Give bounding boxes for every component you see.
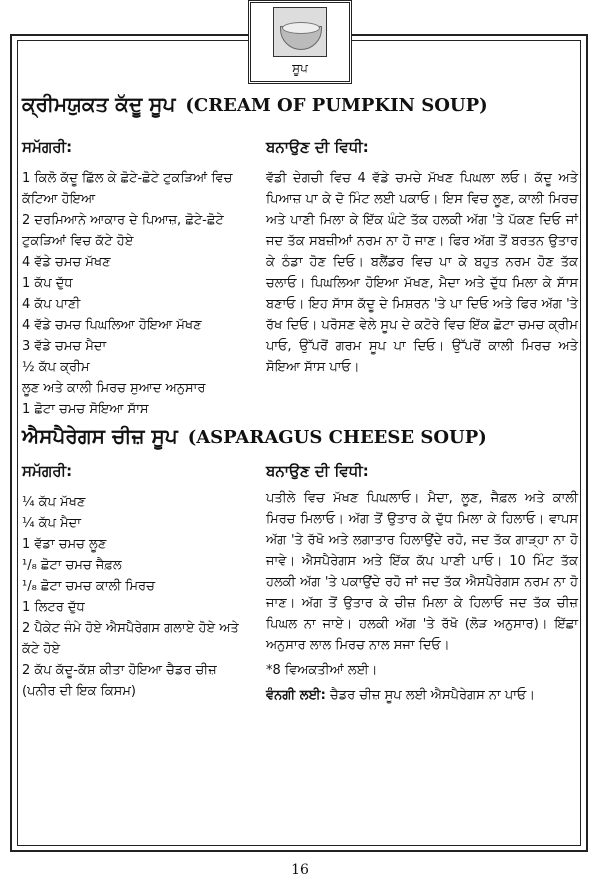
- method-text: ਪਤੀਲੇ ਵਿਚ ਮੱਖਣ ਪਿਘਲਾਓ। ਮੈਦਾ, ਲੂਣ, ਜੈਫ਼ਲ ਅਤੇ ਕਾਲੀ ਮਿਰਚ ਮਿਲਾਓ। ਅੱਗ ਤੋਂ ਉਤਾਰ ਕੇ ਦੁੱਧ ਮਿਲਾ ਕੇ ਹਿਲਾਓ। ਵਾਪਸ ਅੱਗ 'ਤੇ ਰੱਖੋ ਅਤੇ ਲਗਾਤਾਰ ਹਿਲਾਉਂਦੇ ਰਹੋ, ਜਦ ਤੱਕ ਗਾੜ੍ਹਾ ਨਾ ਹੋ ਜਾਵੇ। ਐਸਪੈਰੇਗਸ ਅਤੇ ਇੱਕ ਕੱਪ ਪਾਣੀ ਪਾਓ। 10 ਮਿੰਟ ਤੱਕ ਹਲਕੀ ਅੱਗ 'ਤੇ ਪਕਾਉਂਦੇ ਰਹੋ ਜਾਂ ਜਦ ਤੱਕ ਐਸਪੈਰੇਗਸ ਨਰਮ ਨਾ ਹੋ ਜਾਣ। ਅੱਗ ਤੋਂ ਉਤਾਰ ਕੇ ਚੀਜ਼ ਮਿਲਾ ਕੇ ਹਿਲਾਓ ਜਦ ਤੱਕ ਚੀਜ਼ ਪਿਘਲ ਨਾ ਜਾਏ। ਹਲਕੀ ਅੱਗ 'ਤੇ ਰੱਖੋ (ਲੋੜ ਅਨੁਸਾਰ)। ਇੱਛਾ ਅਨੁਸਾਰ ਲਾਲ ਮਿਰਚ ਨਾਲ ਸਜਾ ਦਿਓ।: [266, 491, 578, 653]
- recipe-title-punjabi: ਐਸਪੈਰੇਗਸ ਚੀਜ਼ ਸੂਪ: [22, 424, 178, 448]
- ingredient-item: ½ ਕੱਪ ਕ੍ਰੀਮ: [22, 360, 90, 375]
- recipe-pumpkin: [22, 92, 578, 420]
- ingredient-item: 1 ਲਿਟਰ ਦੁੱਧ: [22, 600, 85, 615]
- method-column: [266, 462, 578, 706]
- page-content: [22, 92, 578, 842]
- ingredients-heading: ਸਮੱਗਰੀ:: [22, 462, 73, 480]
- variation-label: ਵੰਨਗੀ ਲਈ:: [266, 688, 326, 703]
- ingredient-item: 2 ਕੱਪ ਕੱਦੂ-ਕੱਸ਼ ਕੀਤਾ ਹੋਇਆ ਚੈਡਰ ਚੀਜ਼ (ਪਨੀਰ ਦੀ ਇਕ ਕਿਸਮ): [22, 663, 217, 699]
- ingredient-item: 4 ਵੱਡੇ ਚਮਚ ਪਿਘਲਿਆ ਹੋਇਆ ਮੱਖਣ: [22, 318, 202, 333]
- recipe-asparagus: [22, 424, 578, 706]
- ingredient-item: ¹/₈ ਛੋਟਾ ਚਮਚ ਕਾਲੀ ਮਿਰਚ: [22, 579, 155, 594]
- ingredients-heading: ਸਮੱਗਰੀ:: [22, 138, 73, 156]
- ingredient-item: ¹/₈ ਛੋਟਾ ਚਮਚ ਜੈਫ਼ਲ: [22, 558, 122, 573]
- ingredient-item: ¼ ਕੱਪ ਮੱਖਣ: [22, 495, 86, 510]
- variation-text: ਚੈਡਰ ਚੀਜ਼ ਸੂਪ ਲਈ ਐਸਪੈਰੇਗਸ ਨਾ ਪਾਓ।: [329, 688, 536, 703]
- ingredient-item: 4 ਵੱਡੇ ਚਮਚ ਮੱਖਣ: [22, 255, 111, 270]
- recipe-columns: [22, 138, 578, 420]
- ingredients-list: [22, 168, 254, 420]
- soup-bowl-image: [273, 7, 327, 57]
- ingredients-list: [22, 492, 254, 702]
- variation-note: [266, 685, 578, 706]
- ingredient-item: 2 ਦਰਮਿਆਨੇ ਆਕਾਰ ਦੇ ਪਿਆਜ਼, ਛੋਟੇ-ਛੋਟੇ ਟੁਕੜਿਆਂ ਵਿਚ ਕੱਟੇ ਹੋਏ: [22, 213, 224, 249]
- recipe-title-english: (ASPARAGUS CHEESE SOUP): [187, 427, 487, 448]
- method-heading: ਬਨਾਉਣ ਦੀ ਵਿਧੀ:: [266, 138, 369, 156]
- ingredient-item: 2 ਪੈਕੇਟ ਜੰਮੇ ਹੋਏ ਐਸਪੈਰੇਗਸ ਗਲਾਏ ਹੋਏ ਅਤੇ ਕੱਟੇ ਹੋਏ: [22, 621, 239, 657]
- ingredients-column: [22, 462, 254, 706]
- recipe-title-english: (CREAM OF PUMPKIN SOUP): [185, 95, 488, 116]
- recipe-title: [22, 92, 578, 116]
- method-heading: ਬਨਾਉਣ ਦੀ ਵਿਧੀ:: [266, 462, 369, 480]
- page-number: 16: [291, 862, 309, 878]
- recipe-title-punjabi: ਕ੍ਰੀਮਯੁਕਤ ਕੱਦੂ ਸੂਪ: [22, 92, 176, 116]
- ingredient-item: ਲੂਣ ਅਤੇ ਕਾਲੀ ਮਿਰਚ ਸੁਆਦ ਅਨੁਸਾਰ: [22, 381, 206, 396]
- ingredient-item: 1 ਕੱਪ ਦੁੱਧ: [22, 276, 73, 291]
- ingredient-item: 1 ਛੋਟਾ ਚਮਚ ਸੋਇਆ ਸਾੱਸ: [22, 402, 149, 417]
- method-text: ਵੱਡੀ ਦੇਗਚੀ ਵਿਚ 4 ਵੱਡੇ ਚਮਚੇ ਮੱਖਣ ਪਿਘਲਾ ਲਓ। ਕੱਦੂ ਅਤੇ ਪਿਆਜ਼ ਪਾ ਕੇ ਦੋ ਮਿੰਟ ਲਈ ਪਕਾਓ। ਇਸ ਵਿਚ ਲੂਣ, ਕਾਲੀ ਮਿਰਚ ਅਤੇ ਪਾਣੀ ਮਿਲਾ ਕੇ ਇੱਕ ਘੰਟੇ ਤੱਕ ਹਲਕੀ ਅੱਗ 'ਤੇ ਪੱਕਣ ਦਿਓ ਜਾਂ ਜਦ ਤੱਕ ਸਬਜ਼ੀਆਂ ਨਰਮ ਨਾ ਹੋ ਜਾਣ। ਫਿਰ ਅੱਗ ਤੋਂ ਬਰਤਨ ਉਤਾਰ ਕੇ ਠੰਡਾ ਹੋਣ ਦਿਓ। ਬਲੈਂਡਰ ਵਿਚ ਪਾ ਕੇ ਬਹੁਤ ਨਰਮ ਹੋਣ ਤੱਕ ਚਲਾਓ। ਪਿਘਲਿਆ ਹੋਇਆ ਮੱਖਣ, ਮੈਦਾ ਅਤੇ ਦੁੱਧ ਮਿਲਾ ਕੇ ਸਾੱਸ ਬਣਾਓ। ਇਹ ਸਾੱਸ ਕੱਦੂ ਦੇ ਮਿਸ਼ਰਨ 'ਤੇ ਪਾ ਦਿਓ ਅਤੇ ਫਿਰ ਅੱਗ 'ਤੇ ਰੱਖ ਦਿਓ। ਪਰੋਸਣ ਵੇਲੇ ਸੂਪ ਦੇ ਕਟੋਰੇ ਵਿਚ ਇੱਕ ਛੋਟਾ ਚਮਚ ਕ੍ਰੀਮ ਪਾਓ, ਉੱਪਰੋਂ ਗਰਮ ਸੂਪ ਪਾ ਦਿਓ। ਉੱਪਰੋਂ ਕਾਲੀ ਮਿਰਚ ਅਤੇ ਸੋਇਆ ਸਾੱਸ ਪਾਓ।: [266, 171, 578, 375]
- servings-note: *8 ਵਿਅਕਤੀਆਂ ਲਈ।: [266, 663, 378, 678]
- ingredient-item: 4 ਕੱਪ ਪਾਣੀ: [22, 297, 81, 312]
- section-badge: [248, 0, 352, 84]
- ingredients-column: [22, 138, 254, 420]
- ingredient-item: ¼ ਕੱਪ ਮੈਦਾ: [22, 516, 81, 531]
- section-title: ਸੂਪ: [292, 61, 308, 75]
- ingredient-item: 1 ਵੱਡਾ ਚਮਚ ਲੂਣ: [22, 537, 107, 552]
- recipe-title: [22, 424, 578, 448]
- soup-surface: [282, 22, 320, 34]
- method-column: [266, 138, 578, 420]
- ingredient-item: 1 ਕਿਲੋ ਕੱਦੂ ਛਿੱਲ ਕੇ ਛੋਟੇ-ਛੋਟੇ ਟੁਕੜਿਆਂ ਵਿਚ ਕੱਟਿਆ ਹੋਇਆ: [22, 171, 233, 207]
- ingredient-item: 3 ਵੱਡੇ ਚਮਚ ਮੈਦਾ: [22, 339, 107, 354]
- recipe-columns: [22, 462, 578, 706]
